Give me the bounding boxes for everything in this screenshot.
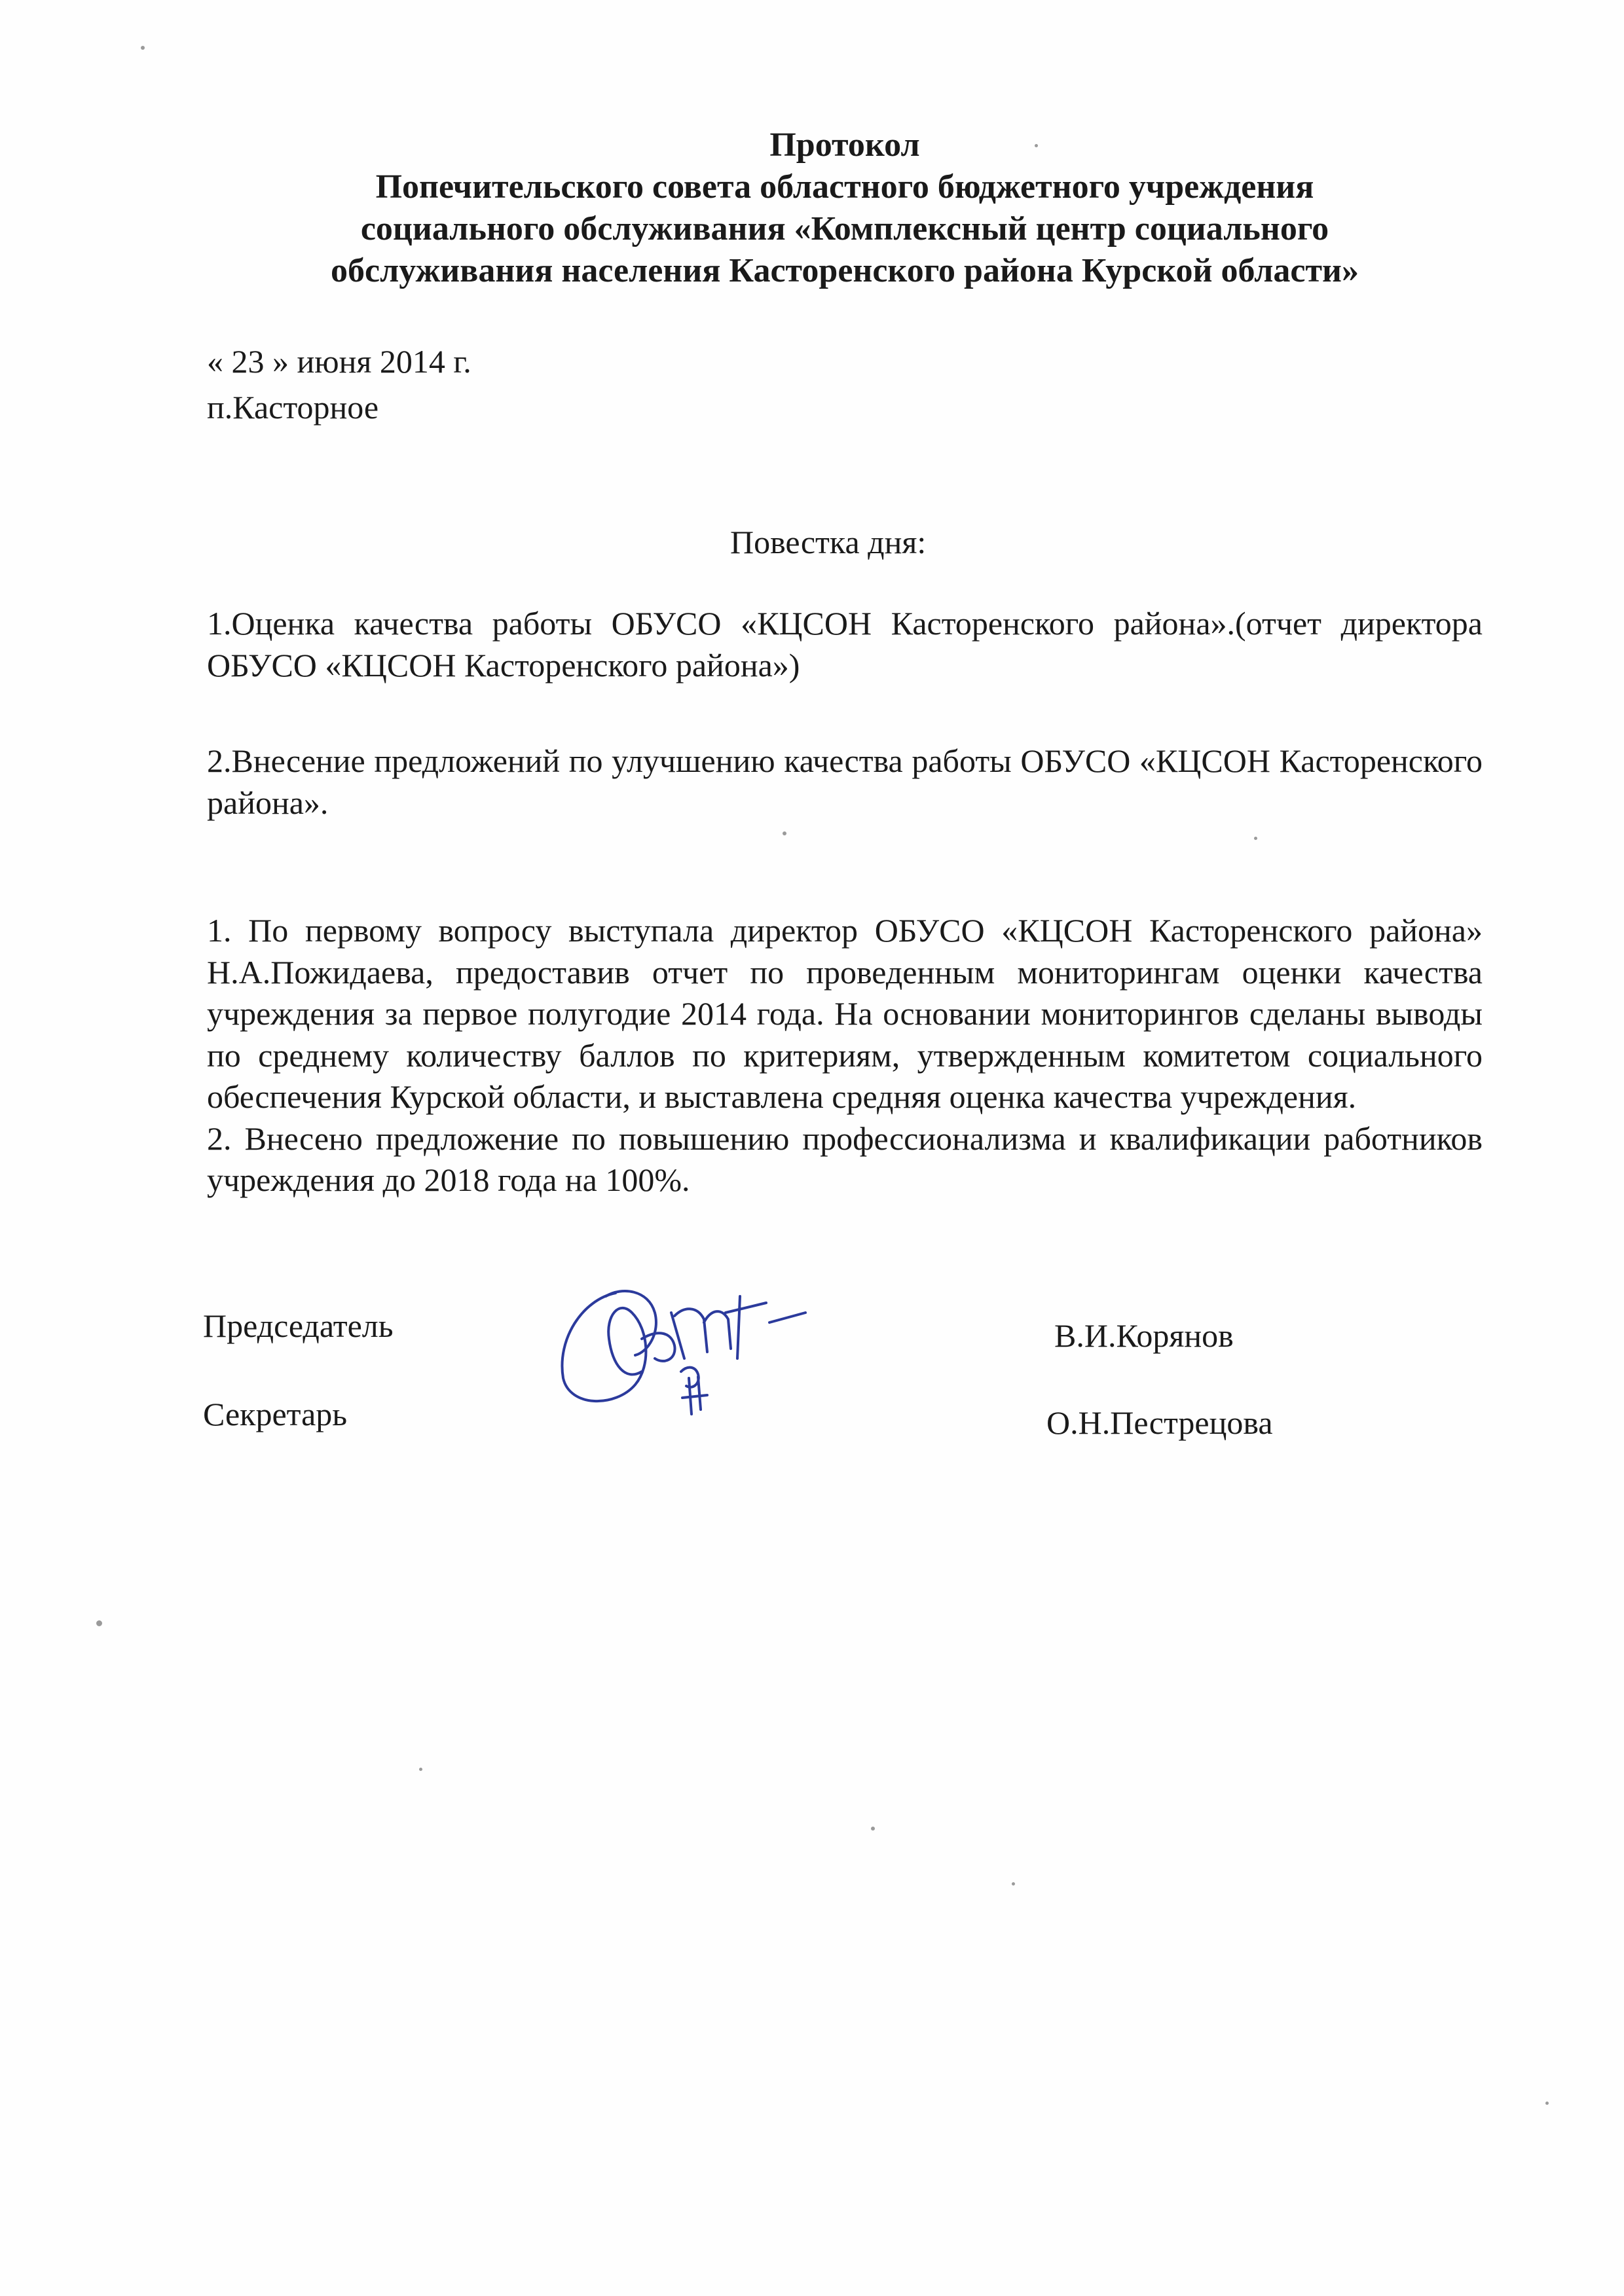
agenda-heading: Повестка дня: — [730, 524, 927, 560]
decisions-block — [207, 910, 1483, 1201]
handwritten-signature — [544, 1267, 825, 1437]
scan-speck — [1545, 2102, 1549, 2105]
scan-speck — [96, 1620, 102, 1626]
document-date: « 23 » июня 2014 г. — [207, 343, 471, 380]
secretary-name: О.Н.Пестрецова — [1046, 1404, 1273, 1441]
title-line-4: обслуживания населения Касторенского района Курской области» — [331, 252, 1359, 289]
scan-speck — [419, 1768, 422, 1771]
chair-label: Председатель — [203, 1307, 394, 1344]
scan-speck — [783, 831, 786, 835]
agenda-item-1: 1.Оценка качества работы ОБУСО «КЦСОН Касторенского района».(отчет директора ОБУСО «КЦСОН Касторенского района») — [207, 605, 1483, 683]
secretary-label: Секретарь — [203, 1396, 348, 1432]
scan-speck — [871, 1827, 875, 1831]
decision-item-2: 2. Внесено предложение по повышению профессионализма и квалификации работников учреждения до 2018 года на 100%. — [207, 1120, 1483, 1198]
scan-speck — [141, 46, 145, 50]
scan-speck — [1035, 144, 1038, 147]
title-line-3: социального обслуживания «Комплексный центр социального — [360, 210, 1329, 247]
chair-name: В.И.Корянов — [1054, 1317, 1234, 1354]
document-place: п.Касторное — [207, 389, 379, 426]
scan-speck — [1254, 837, 1257, 840]
decision-item-1: 1. По первому вопросу выступала директор ОБУСО «КЦСОН Касторенского района» Н.А.Пожидаева, предоставив отчет по проведенным мониторингам оценки качества учреждения за первое полугодие 2014 года. На основании мониторингов сделаны выводы по среднему количеству баллов по критериям, утвержденным комитетом социального обеспечения Курской области, и выставлена средняя оценка качества учреждения. — [207, 912, 1483, 1115]
scan-speck — [1012, 1882, 1015, 1886]
title-line-1: Протокол — [769, 126, 920, 164]
title-line-2: Попечительского совета областного бюджетного учреждения — [375, 168, 1314, 206]
document-title — [196, 124, 1493, 292]
agenda-item-2: 2.Внесение предложений по улучшению качества работы ОБУСО «КЦСОН Касторенского района». — [207, 742, 1483, 821]
